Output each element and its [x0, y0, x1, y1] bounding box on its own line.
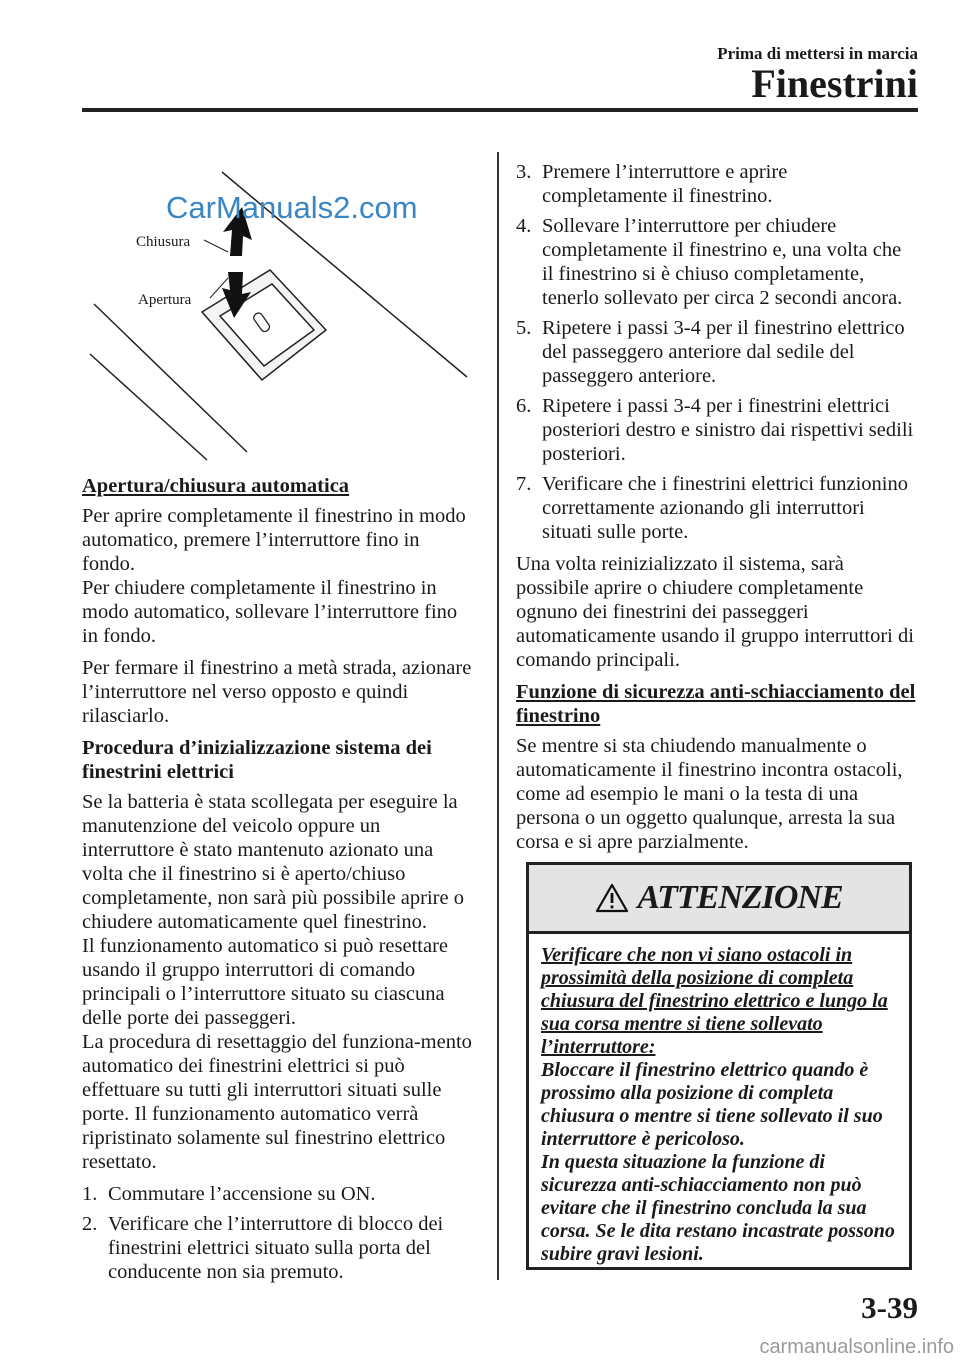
step-text: Premere l’interruttore e aprire completamente il finestrino. — [542, 161, 788, 207]
warning-underlined-text: Verificare che non vi siano ostacoli in prossimità della posizione di completa chiusura del finestrino elettrico e lungo la sua corsa mentre si tiene sollevato l’interruttore: — [541, 944, 888, 1058]
list-item — [516, 316, 916, 388]
footer-site-link[interactable]: carmanualsonline.info — [759, 1336, 954, 1358]
list-item — [516, 472, 916, 544]
step-text: Ripetere i passi 3-4 per i finestrini elettrici posteriori destro e sinistro dai rispettivi sedili posteriori. — [542, 395, 914, 465]
watermark-text: CarManuals2.com — [166, 190, 418, 225]
list-item — [82, 1182, 477, 1206]
heading-init: Procedura d’inizializzazione sistema dei finestrini elettrici — [82, 737, 432, 783]
warning-body — [529, 934, 909, 1266]
step-number: 5. — [516, 317, 532, 339]
warning-title: ATTENZIONE — [637, 879, 843, 916]
step-number: 2. — [82, 1213, 98, 1235]
window-switch-illustration — [82, 152, 482, 462]
label-open: Apertura — [138, 292, 192, 308]
step-number: 4. — [516, 215, 532, 237]
step-number: 1. — [82, 1183, 98, 1205]
para-init-3: La procedura di resettaggio del funziona-mento automatico dei finestrini elettrici si può effettuare su tutti gli interruttori situati sulle porte. Il funzionamento automatico verrà ripristinato solamente sul finestrino elettrico resettato. — [82, 1031, 472, 1173]
step-number: 7. — [516, 473, 532, 495]
column-divider — [497, 152, 499, 1280]
page-title: Finestrini — [751, 61, 918, 106]
page-number: 3-39 — [861, 1290, 918, 1325]
list-item — [82, 1212, 477, 1284]
warning-triangle-icon — [595, 883, 629, 913]
step-text: Ripetere i passi 3-4 per il finestrino elettrico del passeggero anteriore dal sedile del passeggero anteriore. — [542, 317, 905, 387]
warning-box — [526, 862, 912, 1270]
section-title: Prima di mettersi in marcia — [717, 44, 918, 63]
list-item — [516, 214, 916, 310]
heading-auto: Apertura/chiusura automatica — [82, 475, 350, 497]
para-stop: Per fermare il finestrino a metà strada, azionare l’interruttore nel verso opposto e quindi rilasciarlo. — [82, 657, 472, 727]
right-column — [516, 160, 916, 862]
left-column — [82, 474, 477, 1292]
para-safety: Se mentre si sta chiudendo manualmente o automaticamente il finestrino incontra ostacoli, come ad esempio le mani o la testa di una persona o un oggetto qualunque, arresta la sua corsa e si apre parzialmente. — [516, 735, 903, 853]
step-text: Commutare l’accensione su ON. — [108, 1183, 376, 1205]
para-init-2: Il funzionamento automatico si può resettare usando il gruppo interruttori di comando principali o l’interruttore situato su ciascuna delle porte dei passeggeri. — [82, 935, 449, 1029]
list-item — [516, 160, 916, 208]
warning-text-1: Bloccare il finestrino elettrico quando è prossimo alla posizione di completa chiusura o mentre si tiene sollevato il suo interruttore è pericoloso. — [541, 1059, 883, 1150]
list-item — [516, 394, 916, 466]
step-number: 3. — [516, 161, 532, 183]
label-close: Chiusura — [136, 234, 191, 250]
steps-list-right — [516, 160, 916, 544]
warning-text-2: In questa situazione la funzione di sicurezza anti-schiacciamento non può evitare che il finestrino concluda la sua corsa. Se le dita restano incastrate possono subire gravi lesioni. — [541, 1151, 895, 1265]
header-rule — [82, 108, 918, 112]
heading-safety: Funzione di sicurezza anti-schiacciamento del finestrino — [516, 681, 916, 727]
step-number: 6. — [516, 395, 532, 417]
para-after-reset: Una volta reinizializzato il sistema, sarà possibile aprire o chiudere completamente ognuno dei finestrini dei passeggeri automaticamente usando il gruppo interruttori di comando principali. — [516, 553, 914, 671]
steps-list-left — [82, 1182, 477, 1284]
warning-header — [529, 865, 909, 934]
step-text: Verificare che l’interruttore di blocco dei finestrini elettrici situato sulla porta del conducente non sia premuto. — [108, 1213, 444, 1283]
para-auto-2: Per chiudere completamente il finestrino in modo automatico, sollevare l’interruttore fino in fondo. — [82, 577, 458, 647]
para-auto-1: Per aprire completamente il finestrino in modo automatico, premere l’interruttore fino in fondo. — [82, 505, 466, 575]
para-init-1: Se la batteria è stata scollegata per eseguire la manutenzione del veicolo oppure un interruttore è stato mantenuto azionato una volta che il finestrino si è aperto/chiuso completamente, non sarà più possibile aprire o chiudere automaticamente quel finestrino. — [82, 791, 464, 933]
step-text: Verificare che i finestrini elettrici funzionino correttamente azionando gli interruttori situati sulle porte. — [542, 473, 908, 543]
step-text: Sollevare l’interruttore per chiudere completamente il finestrino e, una volta che il finestrino si è chiuso completamente, tenerlo sollevato per circa 2 secondi ancora. — [542, 215, 903, 309]
